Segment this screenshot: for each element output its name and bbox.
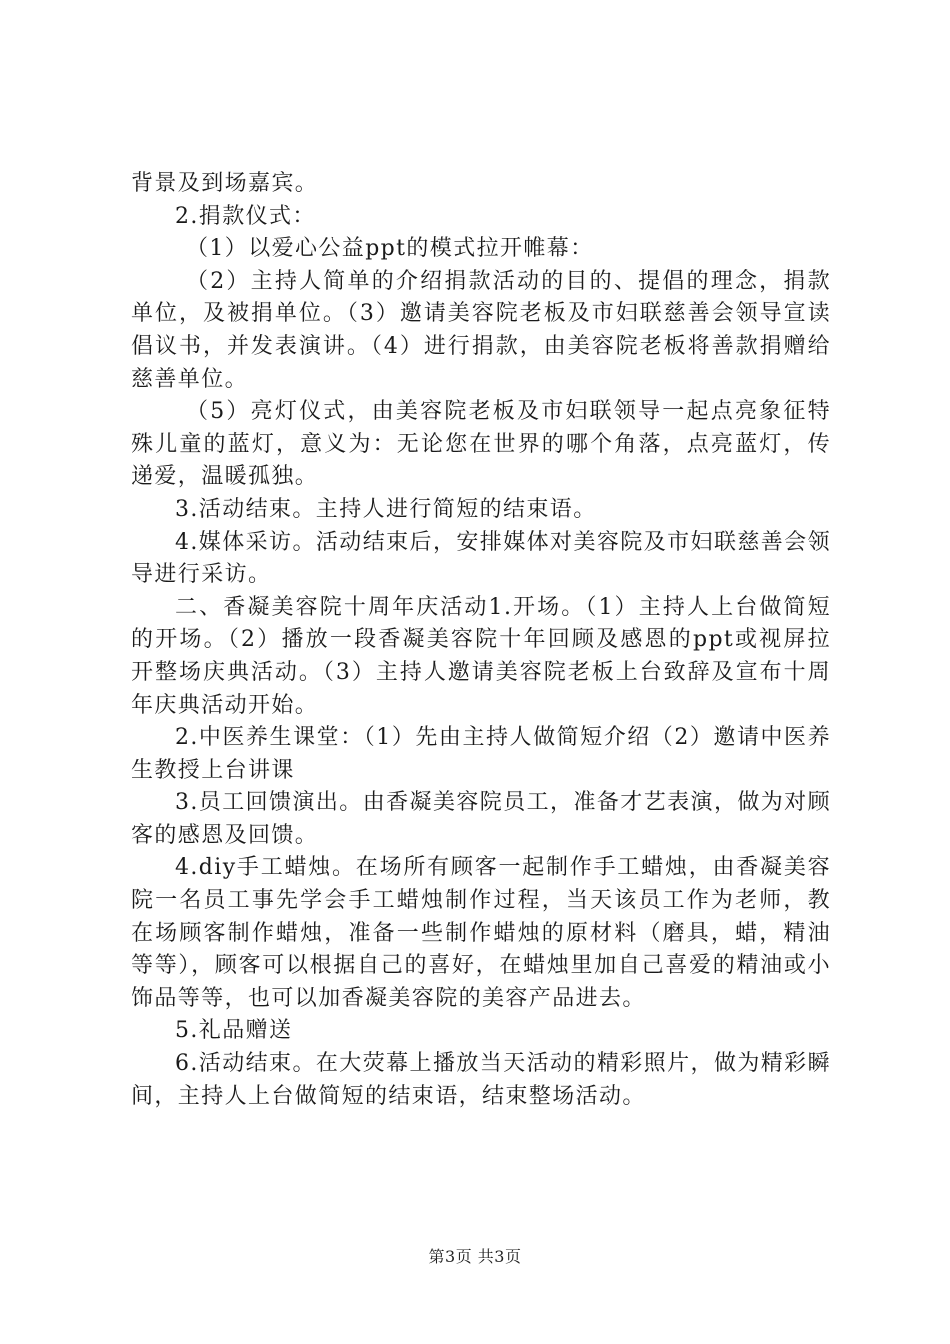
page-number-footer: 第3页 共3页 bbox=[428, 1247, 522, 1266]
paragraph: 4.媒体采访。活动结束后，安排媒体对美容院及市妇联慈善会领导进行采访。 bbox=[131, 529, 831, 588]
paragraph: 5.礼品赠送 bbox=[175, 1018, 293, 1044]
paragraph: 二、香凝美容院十周年庆活动1.开场。（1）主持人上台做简短的开场。（2）播放一段香凝美容院十年回顾及感恩的ppt或视屏拉开整场庆典活动。（3）主持人邀请美容院老板上台致辞及宣布十周年庆典活动开始。 bbox=[131, 594, 831, 718]
paragraph: （1）以爱心公益ppt的模式拉开帷幕： bbox=[186, 236, 594, 262]
paragraph: 3.员工回馈演出。由香凝美容院员工，准备才艺表演，做为对顾客的感恩及回馈。 bbox=[131, 790, 831, 848]
paragraph: 2.中医养生课堂：（1）先由主持人做简短介绍（2）邀请中医养生教授上台讲课 bbox=[131, 725, 831, 783]
paragraph: 6.活动结束。在大荧幕上播放当天活动的精彩照片，做为精彩瞬间，主持人上台做简短的结束语，结束整场活动。 bbox=[131, 1051, 831, 1109]
paragraph: （2）主持人简单的介绍捐款活动的目的、提倡的理念，捐款单位，及被捐单位。（3）邀请美容院老板及市妇联慈善会领导宣读倡议书，并发表演讲。（4）进行捐款，由美容院老板将善款捐赠给慈善单位。 bbox=[131, 268, 831, 392]
paragraph: 3.活动结束。主持人进行简短的结束语。 bbox=[175, 496, 597, 522]
document-body bbox=[131, 168, 831, 1113]
paragraph: 4.diy手工蜡烛。在场所有顾客一起制作手工蜡烛，由香凝美容院一名员工事先学会手工蜡烛制作过程，当天该员工作为老师，教在场顾客制作蜡烛，准备一些制作蜡烛的原材料（磨具，蜡，精油等等），顾客可以根据自己的喜好，在蜡烛里加自己喜爱的精油或小饰品等等，也可以加香凝美容院的美容产品进去。 bbox=[131, 855, 831, 1011]
paragraph: （5）亮灯仪式，由美容院老板及市妇联领导一起点亮象征特殊儿童的蓝灯，意义为：无论您在世界的哪个角落，点亮蓝灯，传递爱，温暖孤独。 bbox=[131, 399, 831, 490]
paragraph: 2.捐款仪式： bbox=[175, 203, 316, 229]
paragraph: 背景及到场嘉宾。 bbox=[131, 171, 319, 196]
